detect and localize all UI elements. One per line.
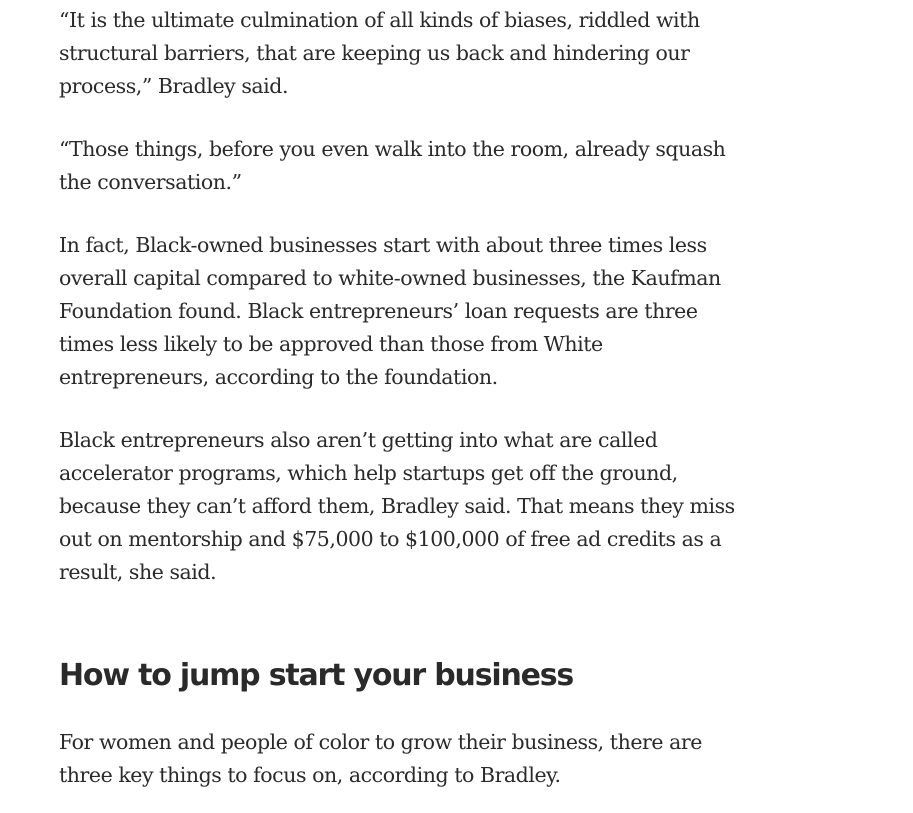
text-line: structural barriers, that are keeping us back and hindering our (59, 41, 690, 65)
text-line: process,” Bradley said. (59, 74, 289, 98)
paragraph-capital-statistics (59, 229, 721, 394)
paragraph-quote-conversation (59, 133, 725, 199)
section-heading: How to jump start your business (59, 658, 574, 693)
text-line: entrepreneurs, according to the foundation. (59, 365, 498, 389)
text-line: times less likely to be approved than those from White (59, 332, 603, 356)
text-line: “Those things, before you even walk into the room, already squash (59, 137, 726, 161)
text-line: “It is the ultimate culmination of all kinds of biases, riddled with (59, 8, 700, 32)
text-line: the conversation.” (59, 170, 242, 194)
text-line: For women and people of color to grow their business, there are (59, 730, 702, 754)
text-line: result, she said. (59, 560, 217, 584)
paragraph-quote-biases (59, 4, 700, 103)
text-line: Foundation found. Black entrepreneurs’ loan requests are three (59, 299, 698, 323)
text-line: accelerator programs, which help startups get off the ground, (59, 461, 678, 485)
paragraph-key-things (59, 726, 702, 792)
paragraph-accelerator-programs (59, 424, 735, 589)
text-line: three key things to focus on, according to Bradley. (59, 763, 561, 787)
text-line: out on mentorship and $75,000 to $100,000 of free ad credits as a (59, 527, 722, 551)
text-line: Black entrepreneurs also aren’t getting into what are called (59, 428, 658, 452)
text-line: In fact, Black-owned businesses start with about three times less (59, 233, 707, 257)
text-line: because they can’t afford them, Bradley said. That means they miss (59, 494, 735, 518)
text-line: overall capital compared to white-owned businesses, the Kaufman (59, 266, 721, 290)
